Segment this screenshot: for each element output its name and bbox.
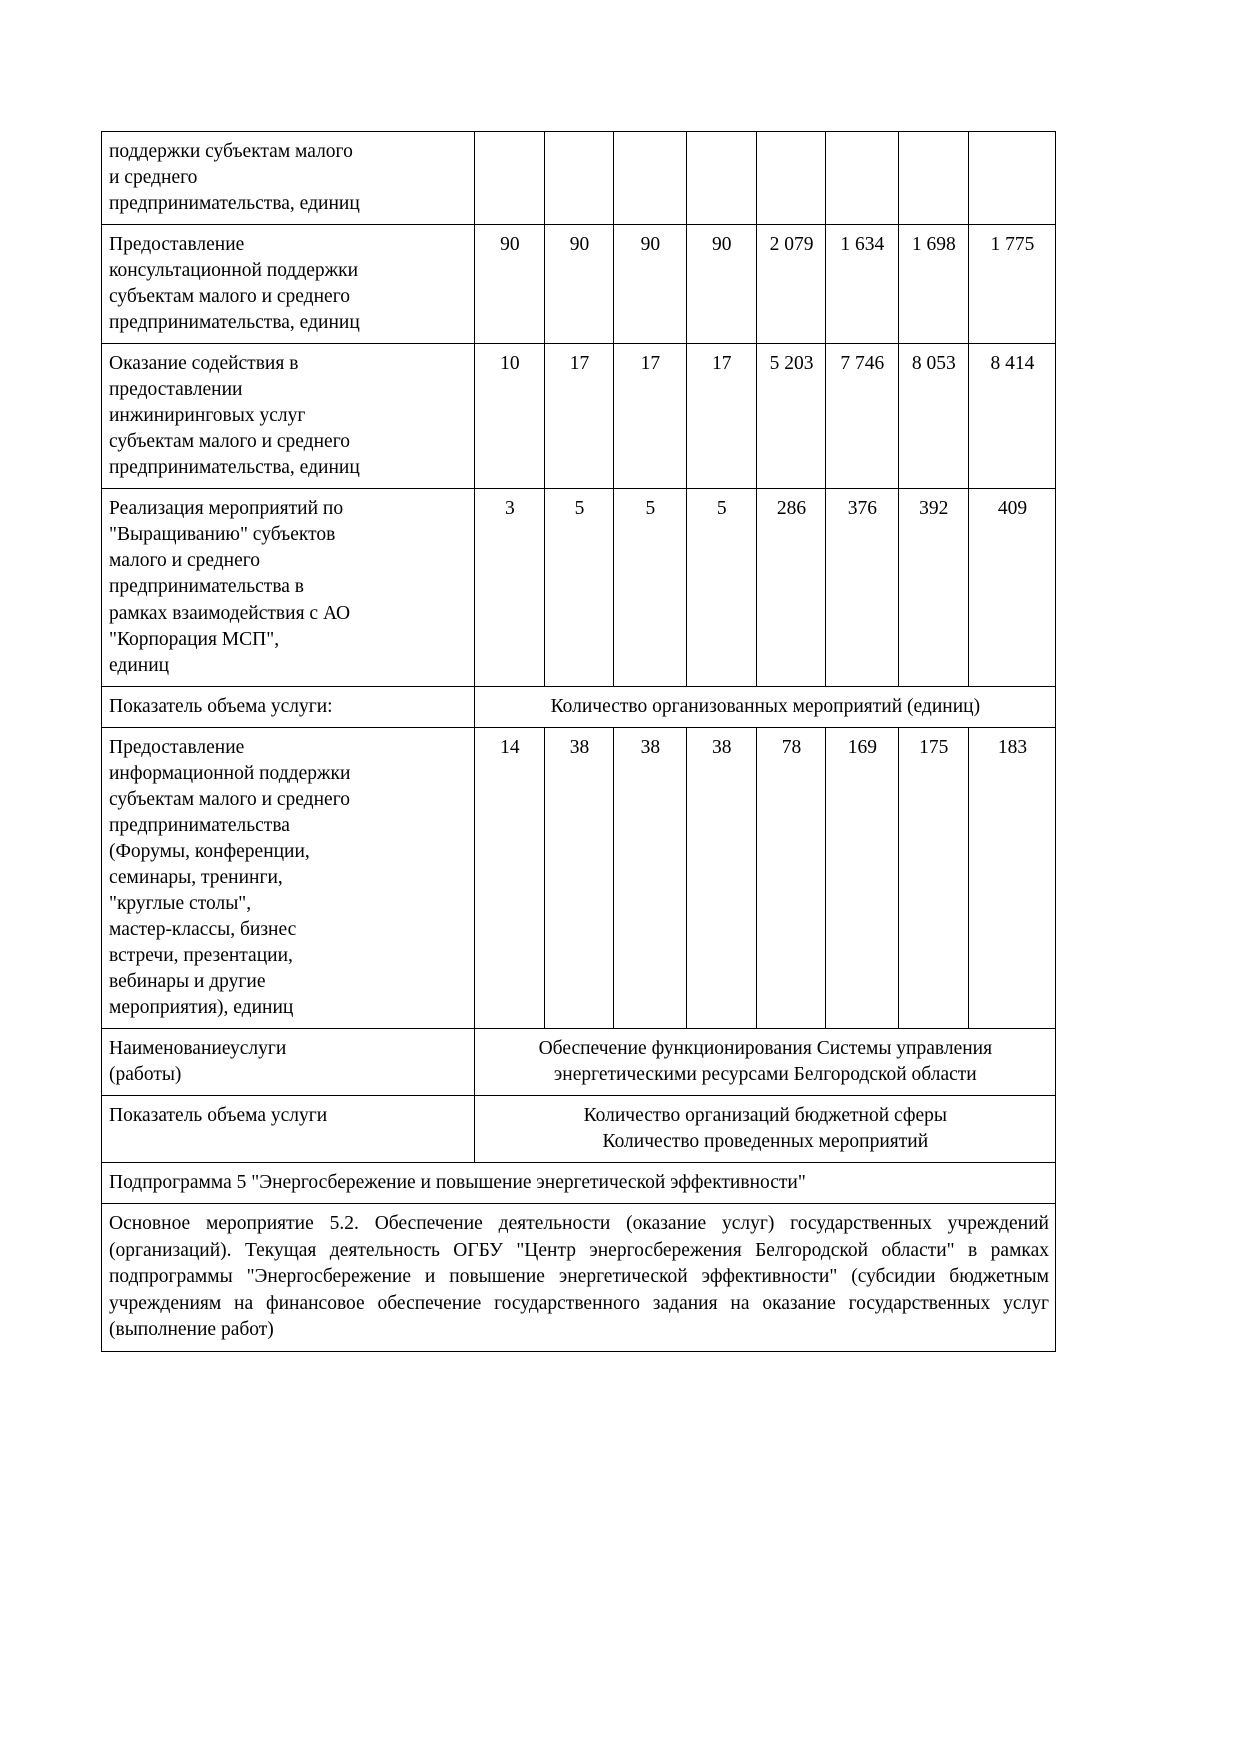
volume-indicator-value bbox=[474, 1096, 1055, 1163]
row-value: 5 bbox=[544, 489, 613, 686]
row-value: 38 bbox=[544, 727, 613, 1028]
row-value: 3 bbox=[474, 489, 544, 686]
row-label: Реализация мероприятий по "Выращиванию" субъектов малого и среднего предпринимательства в рамках взаимодействия с АО "Корпорация МСП", единиц bbox=[102, 489, 475, 686]
row-label: поддержки субъектам малого и среднего предпринимательства, единиц bbox=[102, 132, 475, 225]
table-row bbox=[102, 727, 1056, 1028]
service-name-label-left: Наименование bbox=[109, 1037, 230, 1059]
volume-indicator-line1: Количество организаций бюджетной сферы bbox=[583, 1105, 948, 1127]
row-label: Предоставление консультационной поддержки субъектам малого и среднего предпринимательства, единиц bbox=[102, 225, 475, 344]
row-value: 78 bbox=[756, 727, 825, 1028]
row-value: 392 bbox=[898, 489, 968, 686]
row-label: Оказание содействия в предоставлении инжиниринговых услуг субъектам малого и среднего предпринимательства, единиц bbox=[102, 344, 475, 489]
document-page bbox=[101, 131, 1056, 1352]
service-name-value bbox=[474, 1028, 1055, 1095]
row-value bbox=[756, 132, 825, 225]
program-indicators-table bbox=[101, 131, 1056, 1352]
service-name-value-line2: энергетическими ресурсами Белгородской области bbox=[553, 1064, 977, 1085]
row-value: 17 bbox=[686, 344, 756, 489]
row-value: 2 079 bbox=[756, 225, 825, 344]
row-value bbox=[474, 132, 544, 225]
row-value bbox=[826, 132, 899, 225]
row-value bbox=[686, 132, 756, 225]
row-value: 376 bbox=[826, 489, 899, 686]
service-name-label-line2: (работы) bbox=[109, 1064, 182, 1085]
row-value: 14 bbox=[474, 727, 544, 1028]
row-value: 90 bbox=[686, 225, 756, 344]
main-activity-paragraph bbox=[102, 1204, 1056, 1352]
row-value: 5 bbox=[686, 489, 756, 686]
row-value: 5 bbox=[614, 489, 687, 686]
row-value: 10 bbox=[474, 344, 544, 489]
volume-indicator-label: Показатель объема услуги bbox=[102, 1096, 475, 1163]
subprogram-title: Подпрограмма 5 "Энергосбережение и повышение энергетической эффективности" bbox=[102, 1163, 1056, 1204]
service-name-label-line1 bbox=[109, 1036, 468, 1062]
table-row bbox=[102, 225, 1056, 344]
row-value: 90 bbox=[474, 225, 544, 344]
row-value bbox=[544, 132, 613, 225]
table-row bbox=[102, 344, 1056, 489]
row-value: 1 698 bbox=[898, 225, 968, 344]
row-value: 90 bbox=[544, 225, 613, 344]
row-value: 17 bbox=[544, 344, 613, 489]
row-value: 8 414 bbox=[968, 344, 1055, 489]
table-row-volume-indicator bbox=[102, 1096, 1056, 1163]
row-value: 169 bbox=[826, 727, 899, 1028]
row-value: 175 bbox=[898, 727, 968, 1028]
row-value: 17 bbox=[614, 344, 687, 489]
table-row-service-name bbox=[102, 1028, 1056, 1095]
table-row-main-activity bbox=[102, 1204, 1056, 1352]
service-name-label-right: услуги bbox=[230, 1037, 287, 1059]
table-row bbox=[102, 489, 1056, 686]
row-value: 7 746 bbox=[826, 344, 899, 489]
row-value: 38 bbox=[614, 727, 687, 1028]
row-value: 286 bbox=[756, 489, 825, 686]
volume-indicator-line2: Количество проведенных мероприятий bbox=[602, 1131, 929, 1153]
table-row-subprogram bbox=[102, 1163, 1056, 1204]
table-row-indicator-header bbox=[102, 686, 1056, 727]
row-label: Показатель объема услуги: bbox=[102, 686, 475, 727]
row-value bbox=[614, 132, 687, 225]
table-row bbox=[102, 132, 1056, 225]
indicator-span-text: Количество организованных мероприятий (единиц) bbox=[474, 686, 1055, 727]
row-value: 8 053 bbox=[898, 344, 968, 489]
row-value bbox=[968, 132, 1055, 225]
main-activity-text: Основное мероприятие 5.2. Обеспечение деятельности (оказание услуг) государственных учреждений (организаций). Текущая деятельность ОГБУ "Центр энергосбережения Белгородской области" в рамках подпрограммы "Энергосбережение и повышение энергетической эффективности" (субсидии бюджетным учреждениям на финансовое обеспечение государственного задания на оказание государственных услуг (выполнение работ) bbox=[109, 1213, 1049, 1341]
row-value: 1 634 bbox=[826, 225, 899, 344]
row-value: 183 bbox=[968, 727, 1055, 1028]
service-name-value-line1: Обеспечение функционирования Системы управления bbox=[538, 1037, 993, 1059]
row-value: 409 bbox=[968, 489, 1055, 686]
service-name-label bbox=[102, 1028, 475, 1095]
row-value: 5 203 bbox=[756, 344, 825, 489]
row-value bbox=[898, 132, 968, 225]
row-label: Предоставление информационной поддержки субъектам малого и среднего предпринимательства (Форумы, конференции, семинары, тренинги, "круглые столы", мастер-классы, бизнес встречи, презентации, вебинары и другие мероприятия), единиц bbox=[102, 727, 475, 1028]
row-value: 1 775 bbox=[968, 225, 1055, 344]
row-value: 90 bbox=[614, 225, 687, 344]
row-value: 38 bbox=[686, 727, 756, 1028]
